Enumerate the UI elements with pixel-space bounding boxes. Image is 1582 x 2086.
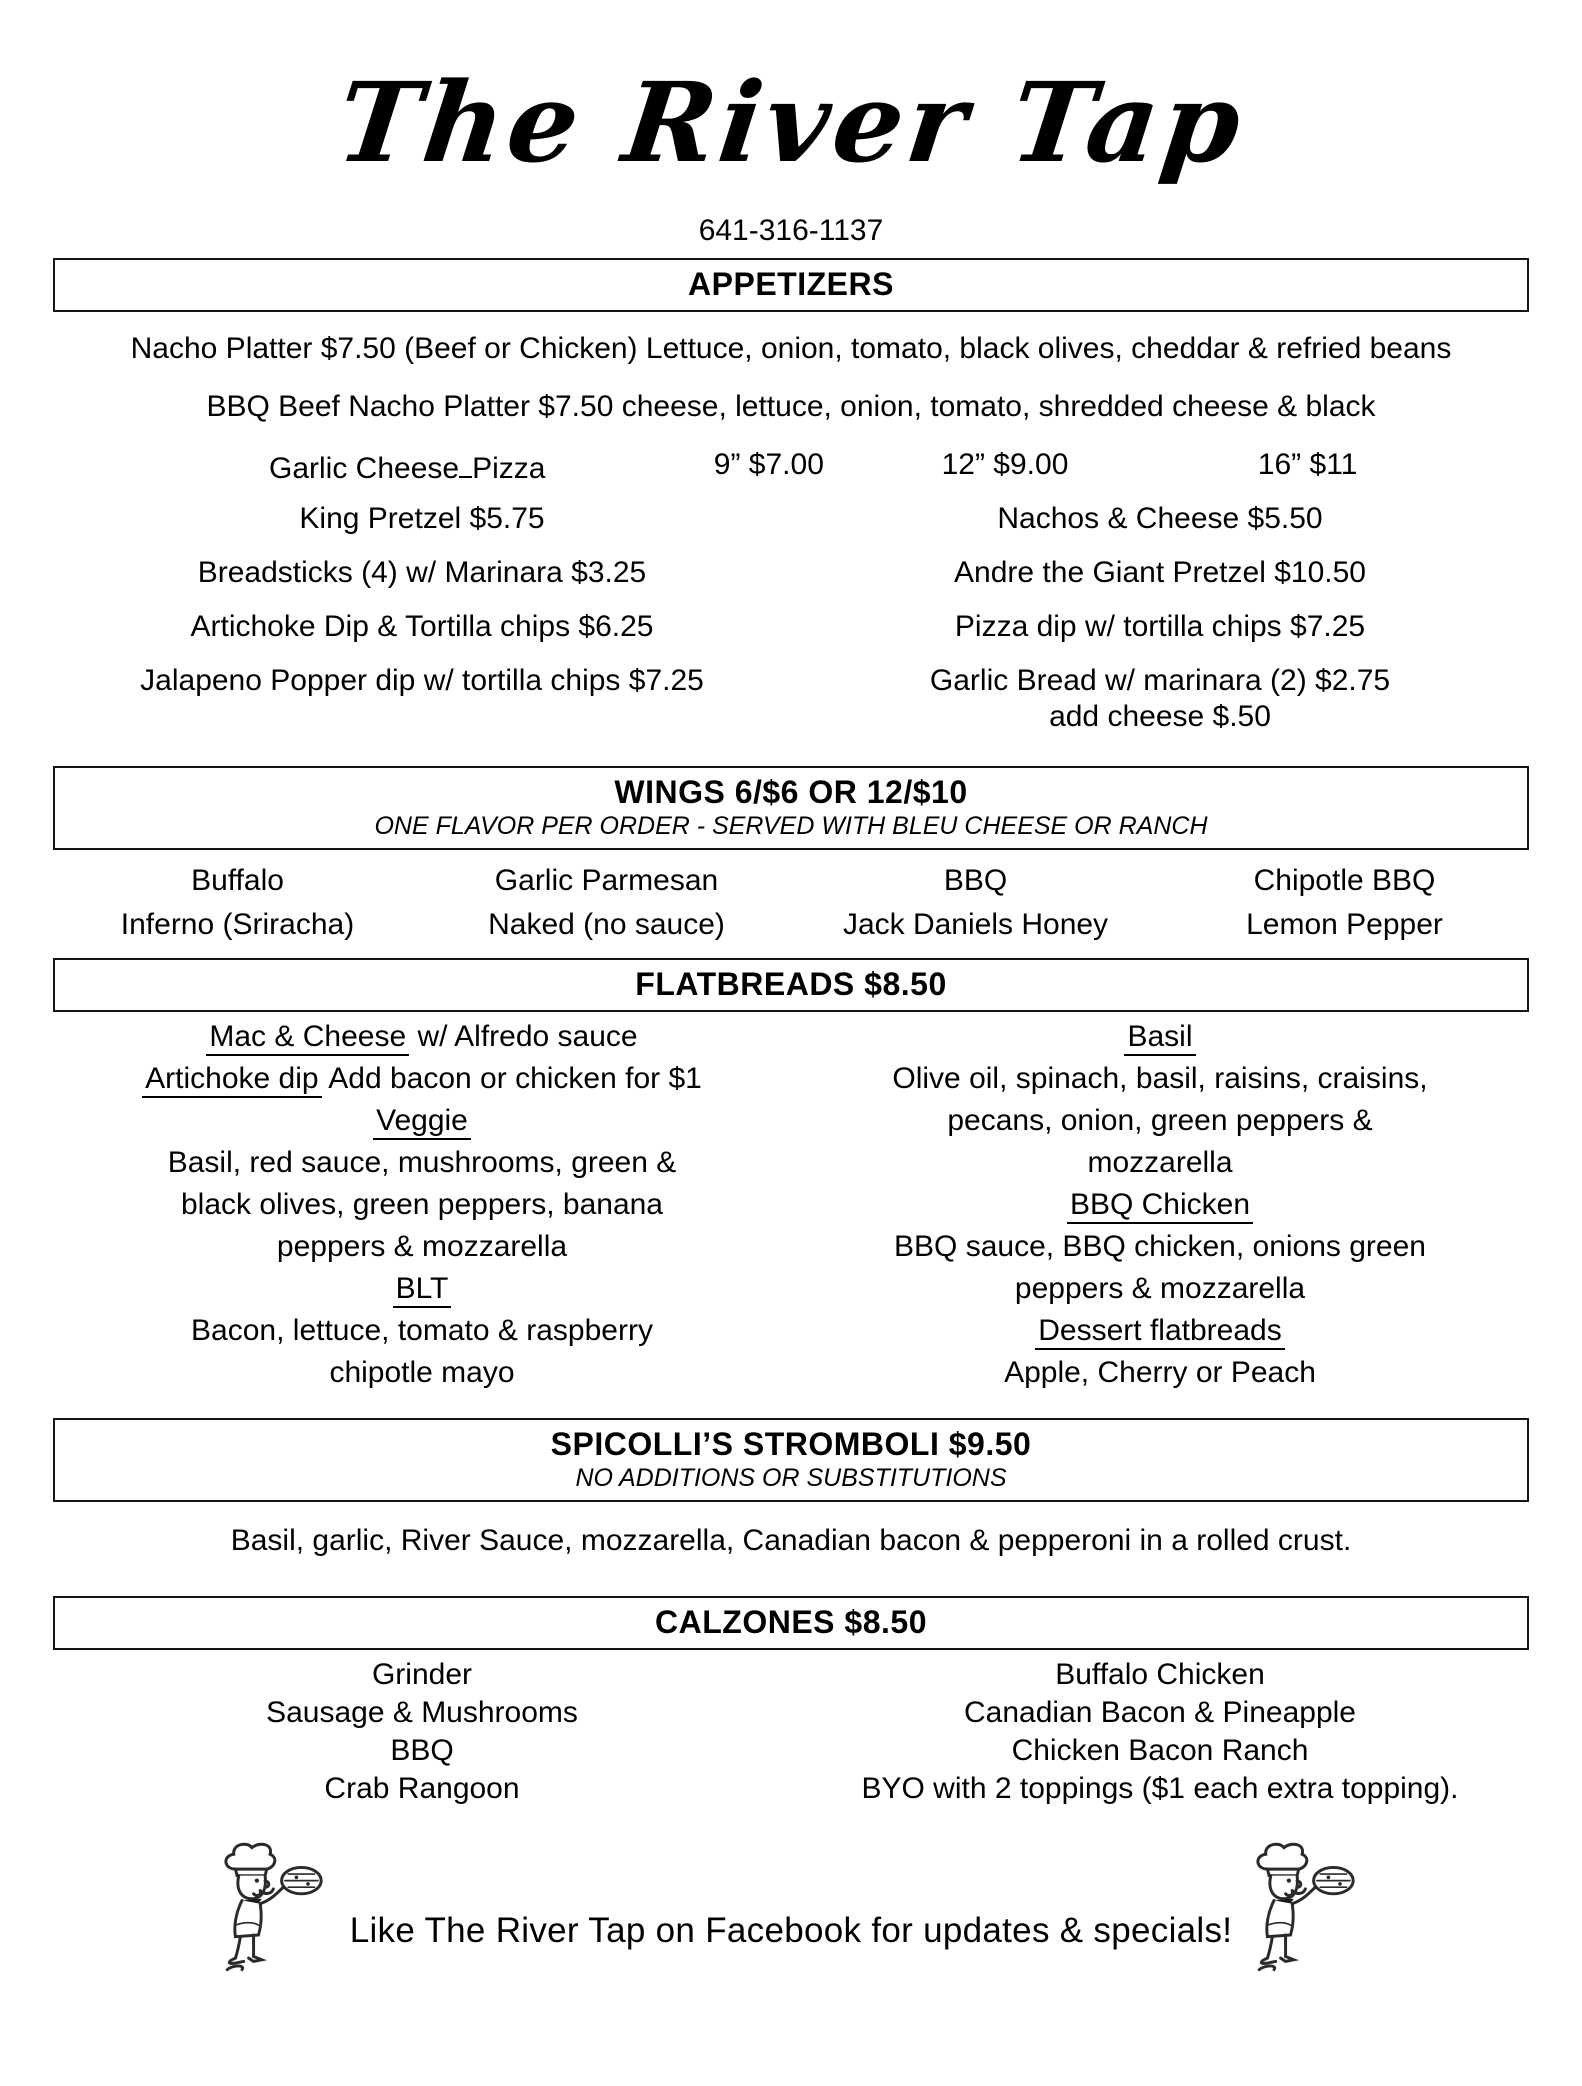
menu-item: Jalapeno Popper dip w/ tortilla chips $7.25: [140, 664, 704, 697]
flatbread-line: Olive oil, spinach, basil, raisins, craisins,: [892, 1062, 1428, 1095]
flatbread-line: Artichoke dip Add bacon or chicken for $1: [53, 1058, 791, 1100]
wing-flavor: BBQ: [943, 864, 1008, 897]
wing-flavor: Lemon Pepper: [1246, 908, 1443, 941]
section-header-box-calzones: [53, 1596, 1529, 1650]
menu-item: Artichoke Dip & Tortilla chips $6.25: [190, 610, 654, 643]
flatbread-line: BLT: [53, 1268, 791, 1310]
flatbread-line: Dessert flatbreads: [791, 1310, 1529, 1352]
flatbreads-left-column: [53, 1012, 791, 1394]
calzone-item: Chicken Bacon Ranch: [1011, 1734, 1309, 1767]
flatbread-line: chipotle mayo: [329, 1356, 515, 1389]
flatbread-line: peppers & mozzarella: [1014, 1272, 1306, 1305]
calzones-right-column: [791, 1650, 1529, 1808]
wing-flavor: Garlic Parmesan: [494, 864, 719, 897]
page-title: The River Tap: [330, 58, 1252, 187]
appetizers-right-column: [791, 486, 1529, 736]
pizza-size: 16” $11: [1257, 448, 1358, 481]
menu-item: Nachos & Cheese $5.50: [997, 502, 1323, 535]
flatbread-line: Bacon, lettuce, tomato & raspberry: [191, 1314, 653, 1347]
flatbread-line: Veggie: [53, 1100, 791, 1142]
section-header-box-wings: [53, 766, 1529, 850]
stromboli-note: NO ADDITIONS OR SUBSTITUTIONS: [575, 1464, 1007, 1492]
wing-flavors: [53, 864, 1529, 942]
appetizers-left-column: [53, 486, 791, 736]
calzone-item: BYO with 2 toppings ($1 each extra topping).: [861, 1772, 1459, 1805]
flatbread-line: black olives, green peppers, banana: [181, 1188, 663, 1221]
calzones-left-column: [53, 1650, 791, 1808]
calzone-item: Crab Rangoon: [324, 1772, 520, 1805]
menu-item-line: Nacho Platter $7.50 (Beef or Chicken) Lettuce, onion, tomato, black olives, cheddar & refried beans: [130, 332, 1452, 365]
appetizers-columns: [53, 486, 1529, 736]
wing-flavor: Chipotle BBQ: [1253, 864, 1436, 897]
menu-item-name: Garlic Cheese Pizza: [142, 448, 673, 486]
pizza-size: 9” $7.00: [713, 448, 824, 481]
flatbread-line: Mac & Cheese w/ Alfredo sauce: [53, 1016, 791, 1058]
stromboli-heading: SPICOLLI’S STROMBOLI $9.50: [550, 1426, 1032, 1462]
section-header-box-flatbreads: [53, 958, 1529, 1012]
flatbread-line: BBQ sauce, BBQ chicken, onions green: [894, 1230, 1426, 1263]
appetizers-heading: APPETIZERS: [688, 266, 894, 302]
calzone-item: Buffalo Chicken: [1055, 1658, 1265, 1691]
phone-number: 641-316-1137: [698, 214, 884, 247]
menu-page: [0, 38, 1582, 1976]
footer: [53, 1838, 1529, 1976]
calzone-item: Sausage & Mushrooms: [266, 1696, 578, 1729]
calzone-item: Grinder: [371, 1658, 473, 1691]
pizza-size: 12” $9.00: [941, 448, 1069, 481]
calzones-columns: [53, 1650, 1529, 1808]
menu-item-addon: add cheese $.50: [1049, 700, 1271, 733]
chef-tossing-pizza-icon: [1246, 1838, 1368, 1976]
flatbread-line: mozzarella: [1087, 1146, 1233, 1179]
flatbreads-right-column: [791, 1012, 1529, 1394]
menu-item: King Pretzel $5.75: [299, 502, 545, 535]
flatbread-line: BBQ Chicken: [791, 1184, 1529, 1226]
wings-heading: WINGS 6/$6 OR 12/$10: [614, 774, 968, 810]
menu-item: Andre the Giant Pretzel $10.50: [954, 556, 1366, 589]
menu-item: Garlic Bread w/ marinara (2) $2.75: [929, 664, 1391, 697]
underline-space: [459, 448, 472, 478]
flatbread-line: pecans, onion, green peppers &: [947, 1104, 1373, 1137]
flatbread-line: Basil: [791, 1016, 1529, 1058]
wing-flavor: Buffalo: [191, 864, 284, 897]
flatbreads-columns: [53, 1012, 1529, 1394]
flatbread-line: Basil, red sauce, mushrooms, green &: [167, 1146, 677, 1179]
flatbread-line: peppers & mozzarella: [276, 1230, 568, 1263]
flatbreads-heading: FLATBREADS $8.50: [635, 966, 947, 1002]
calzone-item: BBQ: [390, 1734, 454, 1767]
wing-flavor: Jack Daniels Honey: [842, 908, 1109, 941]
menu-item: Pizza dip w/ tortilla chips $7.25: [954, 610, 1366, 643]
section-header-box-appetizers: [53, 258, 1529, 312]
chef-tossing-pizza-icon: [214, 1838, 336, 1976]
wing-flavor: Inferno (Sriracha): [120, 908, 355, 941]
section-header-box-stromboli: [53, 1418, 1529, 1502]
footer-text: Like The River Tap on Facebook for updates & specials!: [349, 1911, 1233, 1950]
calzone-item: Canadian Bacon & Pineapple: [964, 1696, 1356, 1729]
menu-item: Breadsticks (4) w/ Marinara $3.25: [197, 556, 647, 589]
wing-flavor: Naked (no sauce): [488, 908, 725, 941]
wings-note: ONE FLAVOR PER ORDER - SERVED WITH BLEU CHEESE OR RANCH: [374, 812, 1208, 840]
pizza-size-row: [53, 448, 1529, 486]
calzones-heading: CALZONES $8.50: [655, 1604, 927, 1640]
stromboli-description: Basil, garlic, River Sauce, mozzarella, Canadian bacon & pepperoni in a rolled crust.: [230, 1524, 1352, 1557]
flatbread-line: Apple, Cherry or Peach: [1004, 1356, 1316, 1389]
menu-item-line: BBQ Beef Nacho Platter $7.50 cheese, lettuce, onion, tomato, shredded cheese & black: [206, 390, 1376, 423]
